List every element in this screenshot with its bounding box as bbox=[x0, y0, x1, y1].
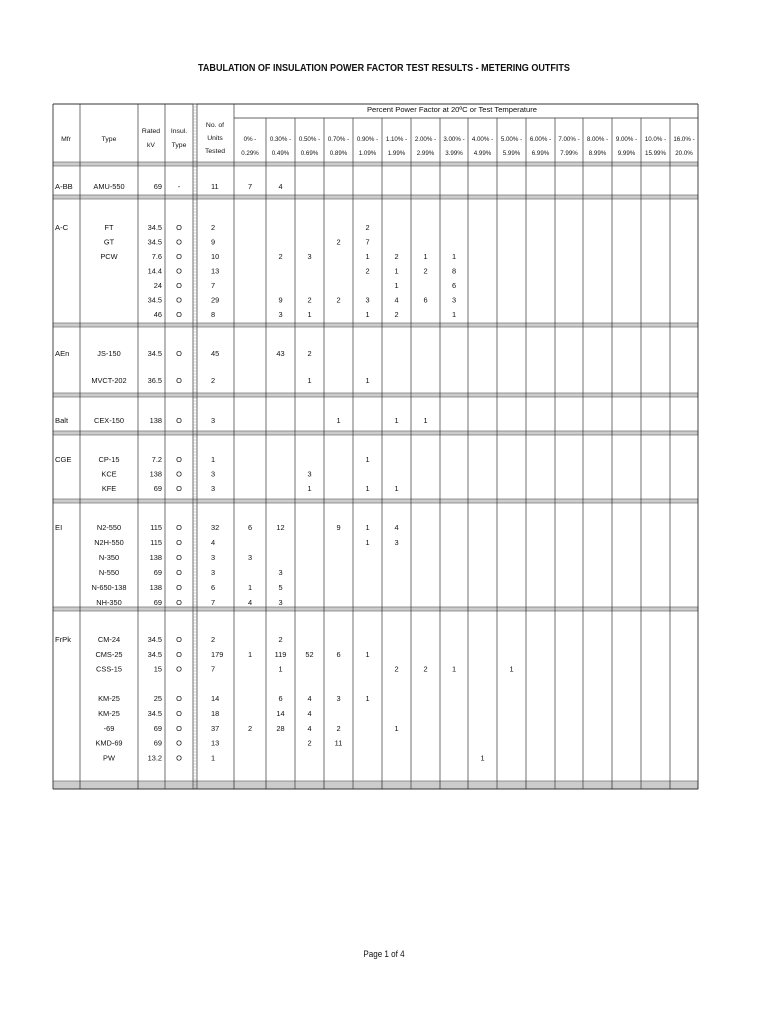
mfr-label: Balt bbox=[55, 416, 69, 425]
row-units-tested: 8 bbox=[211, 310, 216, 319]
row-units-tested: 9 bbox=[211, 237, 216, 247]
row-units-tested: 10 bbox=[211, 252, 220, 261]
row-rated-kv: 69 bbox=[153, 738, 162, 748]
pf-count: 2 bbox=[365, 266, 370, 276]
header-pf-range: 6.00% - bbox=[529, 136, 552, 143]
pf-count: 4 bbox=[307, 723, 312, 733]
pf-count: 1 bbox=[365, 252, 370, 261]
row-rated-kv: 138 bbox=[149, 583, 162, 592]
pf-count: 7 bbox=[365, 237, 370, 247]
row-insul-type: O bbox=[176, 753, 182, 763]
pf-count: 1 bbox=[365, 538, 370, 547]
row-rated-kv: 34.5 bbox=[147, 649, 162, 659]
pf-count: 2 bbox=[336, 295, 341, 305]
row-rated-kv: 7.2 bbox=[151, 455, 162, 464]
row-insul-type: O bbox=[176, 349, 182, 358]
header-pf-span: Percent Power Factor at 20ºC or Test Temperature bbox=[366, 105, 538, 114]
row-rated-kv: 34.5 bbox=[147, 709, 162, 718]
row-type: GT bbox=[103, 237, 115, 247]
row-insul-type: O bbox=[176, 469, 182, 479]
header-pf-range: 9.99% bbox=[617, 150, 636, 157]
pf-count: 2 bbox=[365, 223, 370, 232]
row-type: -69 bbox=[103, 723, 115, 733]
row-type: JS-150 bbox=[97, 349, 121, 358]
header-insul-type: Insul. bbox=[170, 128, 188, 135]
pf-count: 3 bbox=[336, 694, 341, 704]
header-units-tested: Units bbox=[207, 135, 223, 142]
row-insul-type: O bbox=[176, 538, 182, 547]
row-units-tested: 7 bbox=[211, 664, 216, 674]
row-rated-kv: 24 bbox=[153, 281, 162, 290]
row-insul-type: O bbox=[176, 281, 182, 290]
header-pf-range: 1.99% bbox=[387, 150, 406, 157]
row-rated-kv: 115 bbox=[150, 538, 162, 547]
row-insul-type: O bbox=[176, 583, 182, 592]
row-rated-kv: 34.5 bbox=[147, 295, 162, 305]
pf-count: 2 bbox=[307, 349, 312, 358]
header-pf-range: 20.0% bbox=[675, 150, 693, 157]
header-pf-range: 0.89% bbox=[329, 150, 348, 157]
row-insul-type: O bbox=[176, 455, 182, 464]
pf-count: 1 bbox=[451, 252, 457, 261]
row-units-tested: 1 bbox=[211, 753, 216, 763]
row-units-tested: 13 bbox=[211, 266, 220, 276]
pf-count: 3 bbox=[394, 538, 399, 547]
mfr-label: A-BB bbox=[55, 182, 73, 191]
row-units-tested: 13 bbox=[211, 738, 220, 748]
pf-count: 4 bbox=[247, 598, 253, 607]
row-type: AMU-550 bbox=[93, 182, 125, 191]
row-units-tested: 18 bbox=[211, 709, 220, 718]
pf-count: 2 bbox=[307, 295, 312, 305]
pf-count: 8 bbox=[451, 266, 457, 276]
row-rated-kv: 138 bbox=[149, 416, 162, 425]
row-rated-kv: 34.5 bbox=[147, 349, 162, 358]
row-insul-type: O bbox=[176, 376, 182, 385]
header-pf-range: 0.69% bbox=[300, 150, 319, 157]
header-pf-range: 8.99% bbox=[588, 150, 607, 157]
group-separator-band bbox=[53, 607, 698, 611]
row-units-tested: 2 bbox=[211, 635, 216, 644]
pf-count: 3 bbox=[278, 598, 283, 607]
row-rated-kv: 46 bbox=[153, 310, 162, 319]
pf-count: 2 bbox=[423, 266, 428, 276]
group-separator-band bbox=[53, 431, 698, 435]
row-rated-kv: 138 bbox=[149, 553, 162, 562]
pf-count: 4 bbox=[278, 182, 283, 191]
row-type: MVCT-202 bbox=[91, 376, 127, 385]
row-units-tested: 3 bbox=[211, 484, 216, 493]
row-units-tested: 7 bbox=[211, 598, 216, 607]
pf-count: 1 bbox=[365, 484, 370, 493]
pf-count: 4 bbox=[307, 694, 312, 704]
pf-count: 2 bbox=[336, 723, 341, 733]
page-title: TABULATION OF INSULATION POWER FACTOR TEST RESULTS - METERING OUTFITS bbox=[198, 62, 570, 74]
row-units-tested: 7 bbox=[211, 281, 216, 290]
row-rated-kv: 138 bbox=[149, 469, 162, 479]
pf-count: 119 bbox=[274, 649, 287, 659]
row-rated-kv: 69 bbox=[153, 182, 162, 191]
row-insul-type: O bbox=[176, 523, 182, 532]
row-type: KMD-69 bbox=[95, 738, 123, 748]
pf-count: 9 bbox=[336, 523, 341, 532]
row-insul-type: O bbox=[176, 738, 182, 748]
row-type: KM-25 bbox=[98, 694, 120, 704]
row-insul-type: O bbox=[176, 223, 182, 232]
row-units-tested: 45 bbox=[211, 349, 220, 358]
pf-count: 12 bbox=[276, 523, 285, 532]
pf-count: 1 bbox=[307, 376, 312, 385]
pf-count: 2 bbox=[394, 664, 399, 674]
pf-count: 2 bbox=[278, 252, 283, 261]
pf-count: 14 bbox=[276, 709, 285, 718]
pf-count: 1 bbox=[365, 455, 370, 464]
header-separator-band bbox=[53, 162, 698, 166]
pf-count: 1 bbox=[307, 310, 312, 319]
pf-count: 6 bbox=[423, 295, 428, 305]
row-insul-type: O bbox=[176, 416, 182, 425]
pf-count: 3 bbox=[278, 568, 283, 577]
row-rated-kv: 69 bbox=[153, 598, 162, 607]
row-insul-type: - bbox=[177, 182, 181, 191]
row-units-tested: 3 bbox=[211, 553, 216, 562]
row-insul-type: O bbox=[176, 723, 182, 733]
row-type: N-350 bbox=[98, 553, 120, 562]
pf-count: 3 bbox=[451, 295, 457, 305]
row-type: N2H-550 bbox=[94, 538, 124, 547]
header-type: Type bbox=[101, 136, 117, 143]
row-type: N-650-138 bbox=[91, 583, 127, 592]
row-insul-type: O bbox=[176, 649, 182, 659]
header-pf-range: 10.0% - bbox=[644, 136, 667, 143]
row-units-tested: 11 bbox=[211, 182, 219, 191]
header-pf-range: 1.10% - bbox=[385, 136, 408, 143]
row-type: CEX-150 bbox=[94, 416, 124, 425]
header-insul-type: Type bbox=[171, 142, 187, 149]
pf-count: 3 bbox=[365, 295, 370, 305]
pf-count: 3 bbox=[278, 310, 283, 319]
pf-count: 11 bbox=[334, 738, 343, 748]
row-insul-type: O bbox=[176, 237, 182, 247]
row-type: CM-24 bbox=[97, 635, 121, 644]
pf-count: 1 bbox=[423, 252, 428, 261]
row-insul-type: O bbox=[176, 635, 182, 644]
row-rated-kv: 69 bbox=[153, 723, 162, 733]
mfr-label: FrPk bbox=[55, 635, 72, 644]
row-insul-type: O bbox=[176, 709, 182, 718]
row-units-tested: 6 bbox=[211, 583, 216, 592]
header-pf-range: 4.99% bbox=[473, 150, 492, 157]
mfr-label: CGE bbox=[55, 455, 72, 464]
row-insul-type: O bbox=[176, 664, 182, 674]
row-rated-kv: 25 bbox=[153, 694, 162, 704]
header-rated-kv: kV bbox=[147, 142, 155, 149]
row-rated-kv: 115 bbox=[150, 523, 162, 532]
header-pf-range: 3.00% - bbox=[443, 136, 465, 143]
header-pf-range: 8.00% - bbox=[586, 136, 609, 143]
pf-count: 6 bbox=[278, 694, 283, 704]
row-type: FT bbox=[104, 223, 114, 232]
row-type: KCE bbox=[101, 469, 117, 479]
group-separator-band bbox=[53, 781, 698, 789]
header-pf-range: 7.99% bbox=[560, 150, 578, 157]
pf-count: 2 bbox=[336, 237, 341, 247]
pf-count: 2 bbox=[394, 310, 399, 319]
pf-count: 1 bbox=[394, 416, 399, 425]
row-insul-type: O bbox=[176, 484, 182, 493]
pf-count: 1 bbox=[509, 664, 514, 674]
pf-count: 1 bbox=[247, 583, 253, 592]
pf-count: 1 bbox=[247, 649, 253, 659]
pf-count: 52 bbox=[305, 649, 314, 659]
header-pf-range: 3.99% bbox=[445, 150, 463, 157]
row-insul-type: O bbox=[176, 553, 182, 562]
header-pf-range: 0.50% - bbox=[298, 136, 321, 143]
row-type: PCW bbox=[100, 252, 118, 261]
row-type: CMS-25 bbox=[95, 649, 123, 659]
row-insul-type: O bbox=[176, 295, 182, 305]
row-insul-type: O bbox=[176, 266, 182, 276]
row-rated-kv: 34.5 bbox=[147, 635, 162, 644]
pf-count: 3 bbox=[307, 469, 312, 479]
pf-count: 5 bbox=[278, 583, 283, 592]
row-units-tested: 3 bbox=[211, 469, 216, 479]
header-pf-range: 0.90% - bbox=[356, 136, 379, 143]
row-type: KM-25 bbox=[98, 709, 120, 718]
pf-count: 6 bbox=[336, 649, 341, 659]
header-pf-range: 5.00% - bbox=[500, 136, 523, 143]
pf-count: 3 bbox=[307, 252, 312, 261]
mfr-label: A-C bbox=[55, 223, 69, 232]
row-type: CP-15 bbox=[98, 455, 120, 464]
header-pf-range: 0.29% bbox=[241, 150, 259, 157]
row-type: KFE bbox=[101, 484, 117, 493]
row-rated-kv: 13.2 bbox=[147, 753, 162, 763]
pf-count: 1 bbox=[394, 484, 399, 493]
header-pf-range: 5.99% bbox=[502, 150, 521, 157]
row-rated-kv: 69 bbox=[153, 484, 162, 493]
header-pf-range: 2.00% - bbox=[414, 136, 437, 143]
page-footer: Page 1 of 4 bbox=[363, 949, 405, 960]
row-units-tested: 32 bbox=[211, 523, 220, 532]
row-units-tested: 3 bbox=[211, 568, 216, 577]
pf-count: 4 bbox=[394, 295, 399, 305]
row-units-tested: 1 bbox=[211, 455, 216, 464]
row-rated-kv: 7.6 bbox=[151, 252, 162, 261]
pf-count: 2 bbox=[247, 723, 253, 733]
pf-count: 1 bbox=[365, 376, 370, 385]
row-insul-type: O bbox=[176, 252, 182, 261]
pf-count: 2 bbox=[423, 664, 428, 674]
pf-count: 1 bbox=[423, 416, 428, 425]
row-type: NH-350 bbox=[96, 598, 122, 607]
row-insul-type: O bbox=[176, 598, 182, 607]
row-rated-kv: 36.5 bbox=[147, 376, 162, 385]
pf-count: 1 bbox=[451, 664, 457, 674]
mfr-label: AEn bbox=[55, 349, 70, 358]
pf-count: 2 bbox=[307, 738, 312, 748]
row-units-tested: 4 bbox=[211, 538, 216, 547]
header-pf-range: 1.09% bbox=[358, 150, 377, 157]
row-units-tested: 37 bbox=[211, 723, 220, 733]
group-separator-band bbox=[53, 499, 698, 503]
header-mfr: Mfr bbox=[61, 136, 71, 143]
pf-count: 1 bbox=[336, 416, 341, 425]
pf-count: 1 bbox=[278, 664, 283, 674]
pf-count: 2 bbox=[394, 252, 399, 261]
group-separator-band bbox=[53, 195, 698, 199]
pf-count: 43 bbox=[276, 349, 285, 358]
pf-count: 7 bbox=[247, 182, 253, 191]
header-pf-range: 15.99% bbox=[645, 150, 666, 157]
header-pf-range: 9.00% - bbox=[615, 136, 638, 143]
row-rated-kv: 34.5 bbox=[147, 223, 162, 232]
row-type: CSS-15 bbox=[96, 664, 122, 674]
pf-count: 3 bbox=[247, 553, 253, 562]
header-rated-kv: Rated bbox=[141, 128, 161, 135]
pf-count: 1 bbox=[365, 523, 370, 532]
pf-count: 6 bbox=[247, 523, 253, 532]
pf-count: 1 bbox=[365, 649, 370, 659]
header-units-tested: Tested bbox=[204, 148, 226, 155]
row-units-tested: 179 bbox=[211, 649, 224, 659]
row-type: N2-550 bbox=[96, 523, 122, 532]
pf-count: 9 bbox=[278, 295, 283, 305]
header-pf-range: 7.00% - bbox=[558, 136, 580, 143]
pf-count: 1 bbox=[394, 723, 399, 733]
pf-count: 4 bbox=[394, 523, 399, 532]
header-pf-range: 0.49% bbox=[271, 150, 290, 157]
header-pf-range: 0% - bbox=[243, 136, 257, 143]
row-units-tested: 2 bbox=[211, 376, 216, 385]
pf-count: 2 bbox=[278, 635, 283, 644]
row-insul-type: O bbox=[176, 310, 182, 319]
row-rated-kv: 34.5 bbox=[147, 237, 162, 247]
row-units-tested: 29 bbox=[211, 295, 220, 305]
pf-count: 1 bbox=[451, 310, 457, 319]
pf-count: 1 bbox=[365, 694, 370, 704]
header-pf-range: 6.99% bbox=[531, 150, 550, 157]
row-type: N-550 bbox=[98, 568, 120, 577]
pf-count: 1 bbox=[394, 281, 399, 290]
row-units-tested: 14 bbox=[211, 694, 220, 704]
row-rated-kv: 14.4 bbox=[147, 266, 162, 276]
header-pf-range: 0.30% - bbox=[269, 136, 292, 143]
pf-count: 1 bbox=[394, 266, 399, 276]
row-units-tested: 2 bbox=[211, 223, 216, 232]
pf-count: 1 bbox=[307, 484, 312, 493]
row-insul-type: O bbox=[176, 694, 182, 704]
header-pf-range: 16.0% - bbox=[673, 136, 695, 143]
mfr-label: EI bbox=[55, 523, 63, 532]
pf-count: 6 bbox=[451, 281, 457, 290]
group-separator-band bbox=[53, 323, 698, 327]
pf-count: 28 bbox=[276, 723, 285, 733]
row-rated-kv: 15 bbox=[153, 664, 162, 674]
row-insul-type: O bbox=[176, 568, 182, 577]
pf-count: 4 bbox=[307, 709, 312, 718]
header-pf-range: 4.00% - bbox=[471, 136, 494, 143]
row-rated-kv: 69 bbox=[153, 568, 162, 577]
header-pf-range: 0.70% - bbox=[327, 136, 350, 143]
pf-count: 1 bbox=[365, 310, 370, 319]
row-units-tested: 3 bbox=[211, 416, 216, 425]
header-pf-range: 2.99% bbox=[416, 150, 435, 157]
row-type: PW bbox=[103, 753, 115, 763]
pf-count: 1 bbox=[480, 753, 485, 763]
header-units-tested: No. of bbox=[205, 122, 225, 129]
group-separator-band bbox=[53, 393, 698, 397]
